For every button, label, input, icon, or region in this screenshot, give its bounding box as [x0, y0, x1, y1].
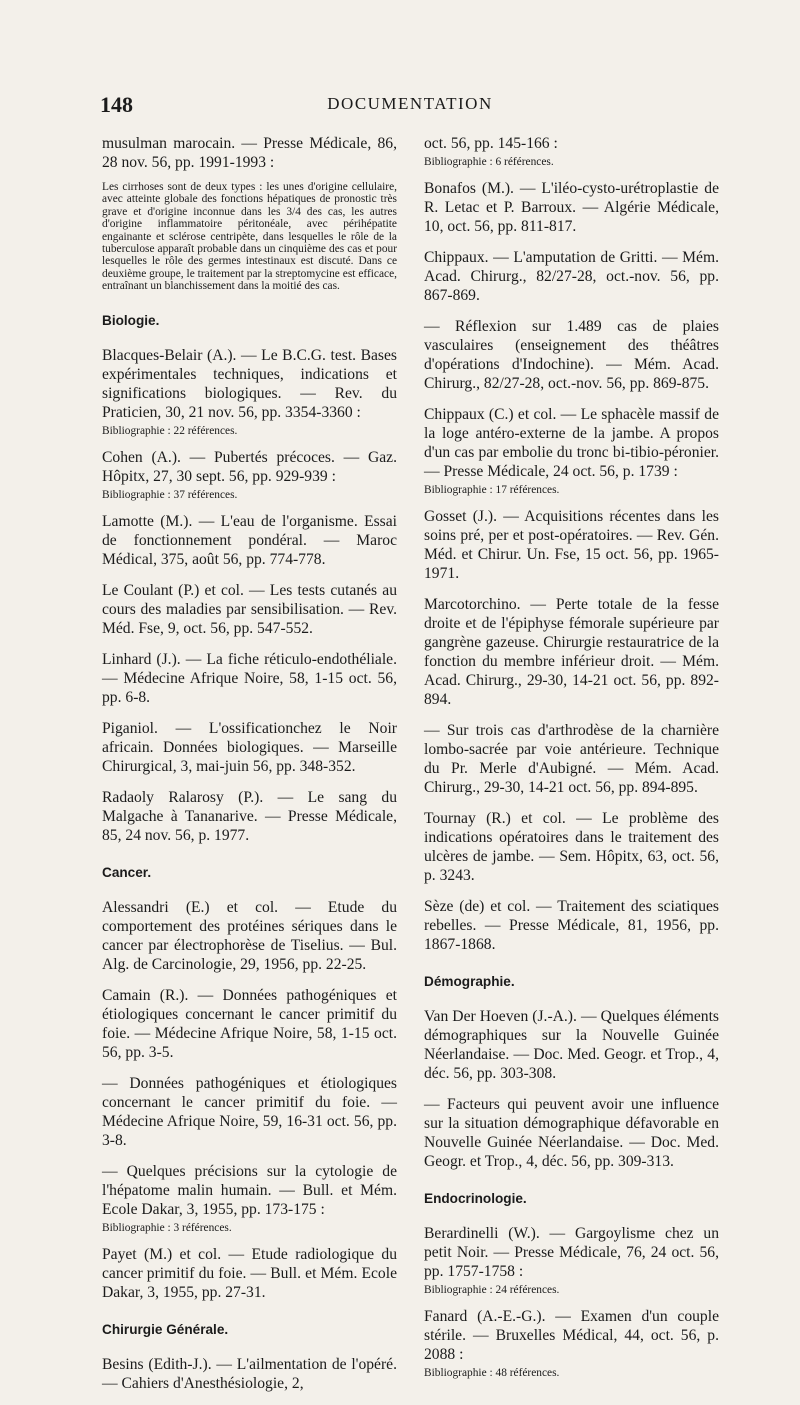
reference-entry: — Réflexion sur 1.489 cas de plaies vasculaires (enseignement des théâtres d'opérations d'Indochine). — Mém. Acad. Chirurg., 82/27-28, oct.-nov. 56, pp. 869-875.: [424, 318, 719, 392]
section-heading-endocrinologie: Endocrinologie.: [424, 1191, 527, 1206]
bibliography-note: Bibliographie : 17 références.: [424, 484, 560, 496]
section-heading-chirurgie: Chirurgie Générale.: [102, 1321, 229, 1337]
continued-entry: oct. 56, pp. 145-166 :: [424, 135, 558, 152]
bibliography-note: Bibliographie : 48 références.: [424, 1367, 560, 1379]
abstract-note: Les cirrhoses sont de deux types : les unes d'origine cellulaire, avec atteinte globale des fonctions hépatiques de pronostic très grave et d'origine inconnue dans les 3/4 des cas, les autres d'origine inflammatoire péritonéale, avec périhépatite engainante et sclérose centripète, dans lesquelles le rôle de la tuberculose apparaît probable dans un cinquième des cas et pour lesquelles le rôle des germes intestinaux est discuté. Dans ce deuxième groupe, le traitement par la streptomycine est efficace, entraînant un blanchissement dans la moitié des cas.: [102, 181, 397, 293]
reference-entry: Bonafos (M.). — L'iléo-cysto-urétroplastie de R. Letac et P. Barroux. — Algérie Médicale, 10, oct. 56, pp. 811-817.: [424, 180, 719, 235]
reference-entry: — Facteurs qui peuvent avoir une influence sur la situation démographique défavorable en Nouvelle Guinée Néerlandaise. — Doc. Med. Geogr. et Trop., 4, déc. 56, pp. 309-313.: [424, 1096, 719, 1170]
bibliography-note: Bibliographie : 6 références.: [424, 156, 554, 168]
running-title: DOCUMENTATION: [327, 94, 493, 113]
right-column: [424, 134, 719, 1390]
left-column: [102, 134, 397, 1405]
section-heading-cancer: Cancer.: [102, 864, 152, 880]
reference-entry: Payet (M.) et col. — Etude radiologique du cancer primitif du foie. — Bull. et Mém. Ecole Dakar, 3, 1955, pp. 27-31.: [102, 1245, 397, 1301]
reference-entry: Besins (Edith-J.). — L'ailmentation de l'opéré. — Cahiers d'Anesthésiologie, 2,: [102, 1355, 397, 1392]
bibliography-note: Bibliographie : 37 références.: [102, 488, 238, 501]
reference-entry: Blacques-Belair (A.). — Le B.C.G. test. Bases expérimentales techniques, indications et significations biologiques. — Rev. du Praticien, 30, 21 nov. 56, pp. 3354-3360 :: [102, 346, 397, 421]
page-number: 148: [100, 92, 133, 117]
reference-entry: Radaoly Ralarosy (P.). — Le sang du Malgache à Tananarive. — Presse Médicale, 85, 24 nov. 56, p. 1977.: [102, 788, 397, 844]
reference-entry: Marcotorchino. — Perte totale de la fesse droite et de l'épiphyse fémorale supérieure par gangrène gazeuse. Chirurgie restauratrice de la fonction du membre inférieur droit. — Mém. Acad. Chirurg., 29-30, 14-21 oct. 56, pp. 892-894.: [424, 596, 719, 708]
intro-entry: musulman marocain. — Presse Médicale, 86, 28 nov. 56, pp. 1991-1993 :: [102, 135, 397, 171]
bibliography-note: Bibliographie : 3 références.: [102, 1221, 232, 1234]
section-heading-biologie: Biologie.: [102, 312, 160, 328]
section-heading-demographie: Démographie.: [424, 974, 515, 989]
reference-entry: Chippaux. — L'amputation de Gritti. — Mém. Acad. Chirurg., 82/27-28, oct.-nov. 56, pp. 867-869.: [424, 249, 719, 304]
reference-entry: — Quelques précisions sur la cytologie de l'hépatome malin humain. — Bull. et Mém. Ecole Dakar, 3, 1955, pp. 173-175 :: [102, 1162, 397, 1218]
reference-entry: — Sur trois cas d'arthrodèse de la charnière lombo-sacrée par voie antérieure. Technique du Pr. Merle d'Aubigné. — Mém. Acad. Chirurg., 29-30, 14-21 oct. 56, pp. 894-895.: [424, 722, 719, 796]
reference-entry: Le Coulant (P.) et col. — Les tests cutanés au cours des maladies par sensibilisation. — Rev. Méd. Fse, 9, oct. 56, pp. 547-552.: [102, 581, 397, 637]
reference-entry: Linhard (J.). — La fiche réticulo-endothéliale. — Médecine Afrique Noire, 58, 1-15 oct. 56, pp. 6-8.: [102, 650, 397, 706]
reference-entry: Van Der Hoeven (J.-A.). — Quelques éléments démographiques sur la Nouvelle Guinée Néerlandaise. — Doc. Med. Geogr. et Trop., 4, déc. 56, pp. 303-308.: [424, 1008, 719, 1082]
page-header: [100, 92, 720, 122]
reference-entry: Gosset (J.). — Acquisitions récentes dans les soins pré, per et post-opératoires. — Rev. Gén. Méd. et Chirur. Un. Fse, 15 oct. 56, pp. 1965-1971.: [424, 508, 719, 582]
reference-entry: Alessandri (E.) et col. — Etude du comportement des protéines sériques dans le cancer par électrophorèse de Tiselius. — Bul. Alg. de Carcinologie, 29, 1956, pp. 22-25.: [102, 898, 397, 973]
reference-entry: Sèze (de) et col. — Traitement des sciatiques rebelles. — Presse Médicale, 81, 1956, pp. 1867-1868.: [424, 898, 719, 953]
reference-entry: Cohen (A.). — Pubertés précoces. — Gaz. Hôpitx, 27, 30 sept. 56, pp. 929-939 :: [102, 448, 397, 485]
reference-entry: Fanard (A.-E.-G.). — Examen d'un couple stérile. — Bruxelles Médical, 44, oct. 56, p. 2088 :: [424, 1308, 719, 1363]
reference-entry: Chippaux (C.) et col. — Le sphacèle massif de la loge antéro-externe de la jambe. A propos d'un cas par embolie du tronc bi-tibio-péronier. — Presse Médicale, 24 oct. 56, p. 1739 :: [424, 406, 719, 480]
bibliography-note: Bibliographie : 24 références.: [424, 1284, 560, 1296]
reference-entry: Berardinelli (W.). — Gargoylisme chez un petit Noir. — Presse Médicale, 76, 24 oct. 56, pp. 1757-1758 :: [424, 1225, 719, 1280]
reference-entry: Piganiol. — L'ossificationchez le Noir africain. Données biologiques. — Marseille Chirurgical, 3, mai-juin 56, pp. 348-352.: [102, 719, 397, 775]
bibliography-note: Bibliographie : 22 références.: [102, 424, 238, 437]
reference-entry: Camain (R.). — Données pathogéniques et étiologiques concernant le cancer primitif du foie. — Médecine Afrique Noire, 58, 1-15 oct. 56, pp. 3-5.: [102, 986, 397, 1061]
reference-entry: Lamotte (M.). — L'eau de l'organisme. Essai de fonctionnement pondéral. — Maroc Médical, 375, août 56, pp. 774-778.: [102, 512, 397, 568]
reference-entry: — Données pathogéniques et étiologiques concernant le cancer primitif du foie. — Médecine Afrique Noire, 59, 16-31 oct. 56, pp. 3-8.: [102, 1074, 397, 1149]
reference-entry: Tournay (R.) et col. — Le problème des indications opératoires dans le traitement des ulcères de jambe. — Sem. Hôpitx, 63, oct. 56, p. 3243.: [424, 810, 719, 884]
